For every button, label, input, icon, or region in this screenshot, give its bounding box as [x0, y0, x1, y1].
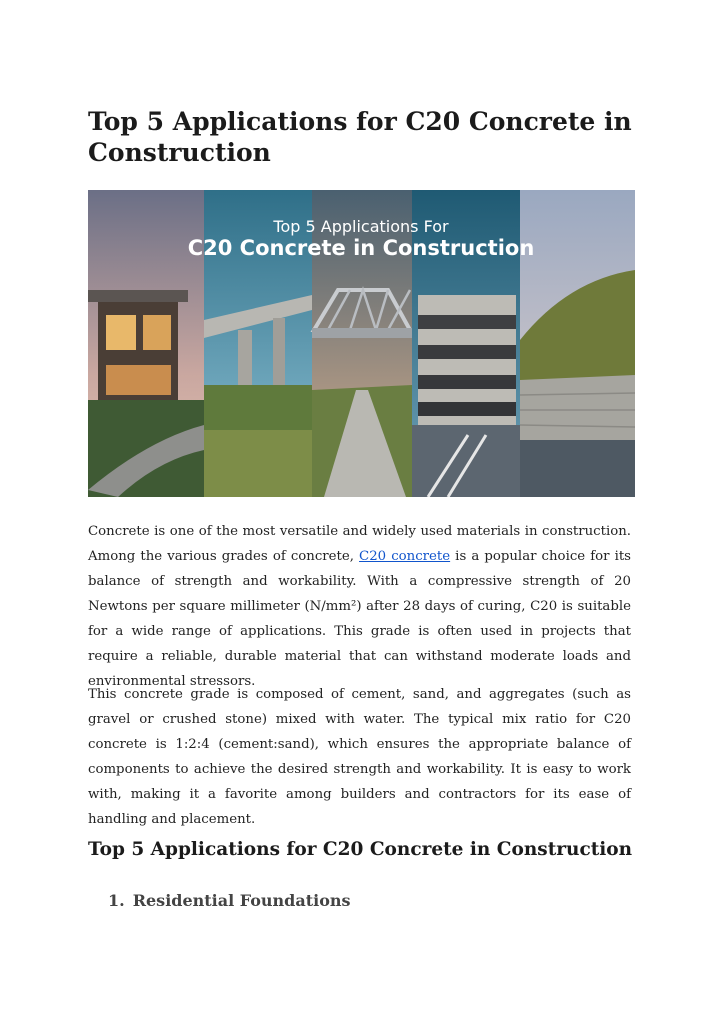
section-heading: Top 5 Applications for C20 Concrete in Construction — [88, 839, 633, 860]
hero-collage — [88, 190, 635, 497]
panel-retaining-wall — [520, 190, 635, 497]
panel-house — [88, 190, 204, 497]
list-item — [108, 889, 351, 913]
list-item-number: 1. — [108, 891, 125, 910]
intro-paragraph — [88, 519, 631, 694]
composition-paragraph: This concrete grade is composed of cement, sand, and aggregates (such as gravel or crushed stone) mixed with water. The typical mix ratio for C20 concrete is 1:2:4 (cement:sand), which ensures the appropriate balance of components to achieve the desired strength and workability. It is easy to work with, making it a favorite among builders and contractors for its ease of handling and placement. — [88, 687, 631, 827]
list-item-label: Residential Foundations — [132, 891, 351, 910]
hero-title-line2: C20 Concrete in Construction — [187, 236, 535, 260]
intro-text-after: is a popular choice for its balance of strength and workability. With a compressive strength of 20 Newtons per square millimeter (N/mm²) after 28 days of curing, C20 is suitable for a wide range of applications. This grade is often used in projects that require a reliable, durable material that can withstand moderate loads and environmental stressors. — [88, 549, 631, 689]
hero-title-line1: Top 5 Applications For — [273, 217, 449, 236]
page-title: Top 5 Applications for C20 Concrete in Construction — [88, 107, 632, 167]
hero-image — [88, 190, 635, 497]
intro-text-before: Concrete is one of the most versatile and widely used materials in construction. Among the various grades of concrete, — [88, 524, 631, 564]
c20-concrete-link[interactable]: C20 concrete — [359, 549, 451, 564]
